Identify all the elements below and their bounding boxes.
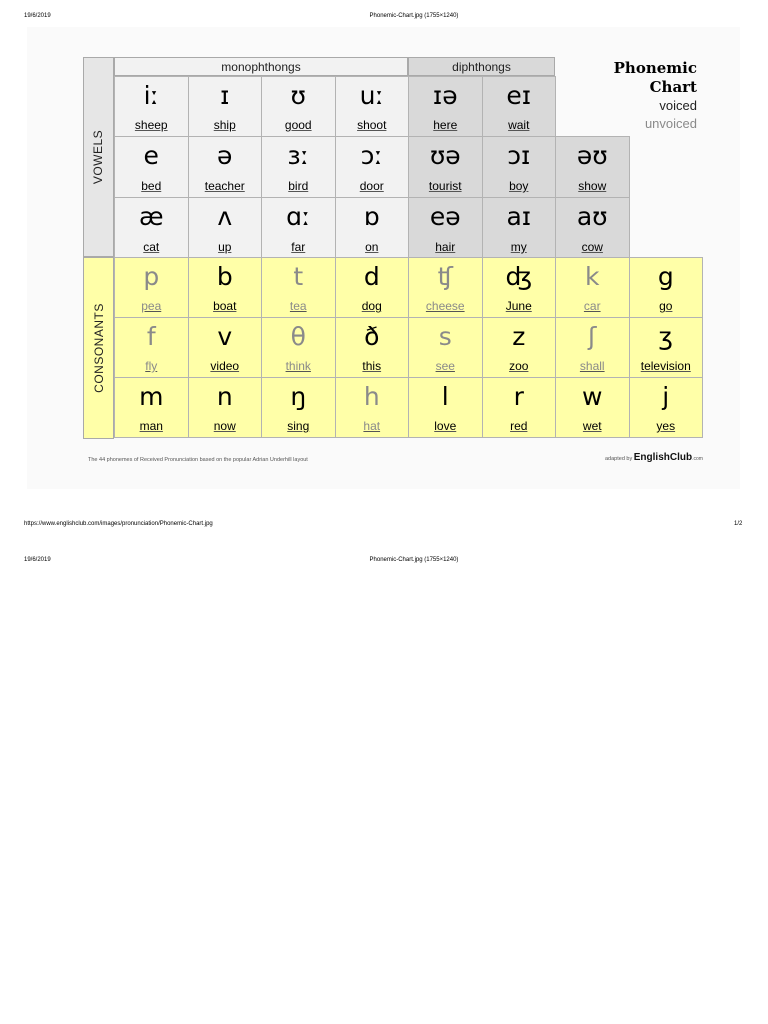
phoneme-symbol: m	[139, 382, 164, 411]
phoneme-symbol: n	[216, 382, 233, 411]
example-word: love	[434, 419, 457, 433]
phoneme-symbol: ð	[364, 322, 380, 351]
example-word: wet	[582, 419, 602, 433]
phoneme-symbol: ə	[217, 141, 233, 170]
vowel-cell	[114, 136, 189, 198]
phoneme-symbol: t	[293, 262, 304, 291]
phoneme-symbol: ʌ	[217, 202, 233, 231]
consonant-cell	[408, 257, 483, 318]
phoneme-symbol: ʒ	[658, 322, 673, 351]
phoneme-symbol: eɪ	[506, 81, 532, 110]
monophthongs-header: monophthongs	[114, 57, 408, 76]
vowel-cell	[114, 197, 189, 259]
phoneme-symbol: iː	[143, 81, 159, 110]
example-word: car	[583, 299, 601, 313]
phoneme-symbol: h	[363, 382, 380, 411]
consonant-cell	[555, 317, 630, 378]
example-word: show	[578, 179, 607, 193]
phoneme-symbol: aɪ	[506, 202, 532, 231]
vowel-cell	[408, 76, 483, 137]
example-word: now	[213, 419, 236, 433]
phoneme-symbol: θ	[290, 322, 306, 351]
example-word: here	[433, 118, 458, 132]
vowel-cell	[261, 136, 336, 198]
print-date-page2: 19/6/2019	[24, 557, 51, 563]
vowels-label	[83, 57, 114, 257]
phoneme-symbol: ɜː	[287, 141, 310, 170]
consonant-cell	[629, 317, 704, 378]
example-word: shoot	[357, 118, 387, 132]
phoneme-symbol: ʧ	[437, 262, 453, 291]
phonemic-chart	[83, 57, 703, 439]
phoneme-symbol: ʊ	[290, 81, 306, 110]
example-word: cat	[143, 240, 160, 254]
vowel-cell	[188, 76, 263, 137]
consonant-cell	[114, 377, 189, 438]
example-word: up	[218, 240, 232, 254]
example-word: tea	[289, 299, 307, 313]
englishclub-logo: EnglishClub	[633, 452, 693, 463]
phoneme-symbol: æ	[138, 202, 164, 231]
phoneme-symbol: əʊ	[576, 141, 608, 170]
phoneme-symbol: d	[363, 262, 380, 291]
phoneme-symbol: k	[585, 262, 600, 291]
print-footer-page: 1/2	[734, 521, 743, 527]
example-word: think	[285, 359, 311, 373]
example-word: boy	[509, 179, 529, 193]
example-word: sing	[287, 419, 310, 433]
chart-title	[614, 59, 697, 97]
consonant-cell	[335, 377, 410, 438]
consonant-cell	[188, 377, 263, 438]
phoneme-symbol: ɔɪ	[507, 141, 531, 170]
example-word: shall	[579, 359, 605, 373]
phoneme-symbol: eə	[429, 202, 461, 231]
consonants-label-text: CONSONANTS	[91, 303, 106, 393]
print-date: 19/6/2019	[24, 13, 51, 19]
vowel-cell	[335, 136, 410, 198]
vowel-cell	[261, 76, 336, 137]
example-word: dog	[361, 299, 382, 313]
phoneme-symbol: ɪə	[432, 81, 458, 110]
diphthongs-header: diphthongs	[408, 57, 555, 76]
example-word: yes	[656, 419, 676, 433]
chart-footnote: The 44 phonemes of Received Pronunciation based on the popular Adrian Underhill layout	[88, 457, 308, 463]
example-word: far	[291, 240, 306, 254]
example-word: hair	[435, 240, 456, 254]
consonant-cell	[335, 257, 410, 318]
voiced-legend: voiced	[659, 98, 697, 113]
example-word: on	[365, 240, 379, 254]
phoneme-symbol: ɔː	[360, 141, 383, 170]
unvoiced-legend: unvoiced	[644, 116, 697, 131]
example-word: red	[510, 419, 528, 433]
consonant-cell	[408, 317, 483, 378]
phoneme-symbol: aʊ	[576, 202, 608, 231]
example-word: my	[510, 240, 527, 254]
phoneme-symbol: ɑː	[286, 202, 311, 231]
example-word: cheese	[425, 299, 465, 313]
vowel-cell	[261, 197, 336, 259]
phoneme-symbol: g	[657, 262, 674, 291]
example-word: tourist	[428, 179, 462, 193]
consonant-cell	[482, 377, 557, 438]
example-word: hat	[363, 419, 381, 433]
phoneme-symbol: f	[146, 322, 156, 351]
vowel-cell	[555, 197, 630, 259]
example-word: video	[210, 359, 240, 373]
phoneme-symbol: v	[217, 322, 233, 351]
example-word: bed	[141, 179, 162, 193]
vowel-cell	[188, 136, 263, 198]
credit-suffix: .com	[692, 456, 703, 462]
consonant-cell	[188, 317, 263, 378]
vowel-cell	[335, 197, 410, 259]
consonants-label	[83, 257, 114, 439]
consonant-cell	[188, 257, 263, 318]
consonant-cell	[629, 257, 704, 318]
vowel-cell	[482, 197, 557, 259]
example-word: teacher	[204, 179, 245, 193]
print-title-page2: Phonemic-Chart.jpg (1755×1240)	[369, 557, 459, 563]
chart-credit	[605, 452, 703, 463]
phoneme-symbol: l	[441, 382, 449, 411]
example-word: zoo	[509, 359, 529, 373]
consonant-cell	[261, 377, 336, 438]
example-word: ship	[213, 118, 236, 132]
consonant-cell	[482, 257, 557, 318]
example-word: sheep	[134, 118, 168, 132]
phoneme-symbol: ɒ	[363, 202, 380, 231]
example-word: go	[659, 299, 673, 313]
vowel-cell	[482, 76, 557, 137]
phoneme-symbol: uː	[359, 81, 384, 110]
vowel-cell	[188, 197, 263, 259]
phoneme-symbol: j	[662, 382, 670, 411]
phoneme-symbol: ʃ	[588, 322, 597, 351]
phoneme-symbol: ŋ	[290, 382, 307, 411]
phoneme-symbol: p	[143, 262, 160, 291]
chart-title-line1: Phonemic	[613, 59, 697, 77]
example-word: fly	[145, 359, 158, 373]
example-word: man	[139, 419, 163, 433]
example-word: cow	[581, 240, 603, 254]
chart-title-line2: Chart	[649, 78, 697, 96]
vowel-cell	[335, 76, 410, 137]
phoneme-symbol: b	[216, 262, 233, 291]
phoneme-symbol: ɪ	[220, 81, 230, 110]
phoneme-symbol: r	[513, 382, 524, 411]
example-word: pea	[141, 299, 162, 313]
print-title: Phonemic-Chart.jpg (1755×1240)	[369, 13, 459, 19]
example-word: bird	[288, 179, 309, 193]
print-footer-url: https://www.englishclub.com/images/pronunciation/Phonemic-Chart.jpg	[24, 521, 213, 527]
consonant-cell	[629, 377, 704, 438]
chart-legend	[614, 59, 697, 133]
example-word: boat	[213, 299, 237, 313]
consonant-cell	[555, 377, 630, 438]
phoneme-symbol: s	[438, 322, 452, 351]
consonant-cell	[114, 257, 189, 318]
consonant-cell	[261, 257, 336, 318]
consonant-cell	[408, 377, 483, 438]
phoneme-symbol: ʤ	[505, 262, 532, 291]
consonant-cell	[555, 257, 630, 318]
example-word: good	[284, 118, 312, 132]
phoneme-symbol: e	[143, 141, 159, 170]
consonant-cell	[261, 317, 336, 378]
phoneme-symbol: ʊə	[429, 141, 461, 170]
example-word: wait	[508, 118, 530, 132]
credit-prefix: adapted by	[605, 456, 633, 462]
consonant-cell	[114, 317, 189, 378]
example-word: June	[505, 299, 532, 313]
vowel-cell	[482, 136, 557, 198]
consonant-cell	[482, 317, 557, 378]
vowel-cell	[114, 76, 189, 137]
phoneme-symbol: w	[582, 382, 603, 411]
phoneme-symbol: z	[512, 322, 526, 351]
example-word: see	[435, 359, 455, 373]
example-word: this	[362, 359, 382, 373]
vowel-cell	[555, 136, 630, 198]
example-word: television	[640, 359, 691, 373]
vowel-cell	[408, 197, 483, 259]
example-word: door	[359, 179, 384, 193]
consonant-cell	[335, 317, 410, 378]
vowels-label-text: VOWELS	[91, 129, 106, 185]
vowel-cell	[408, 136, 483, 198]
